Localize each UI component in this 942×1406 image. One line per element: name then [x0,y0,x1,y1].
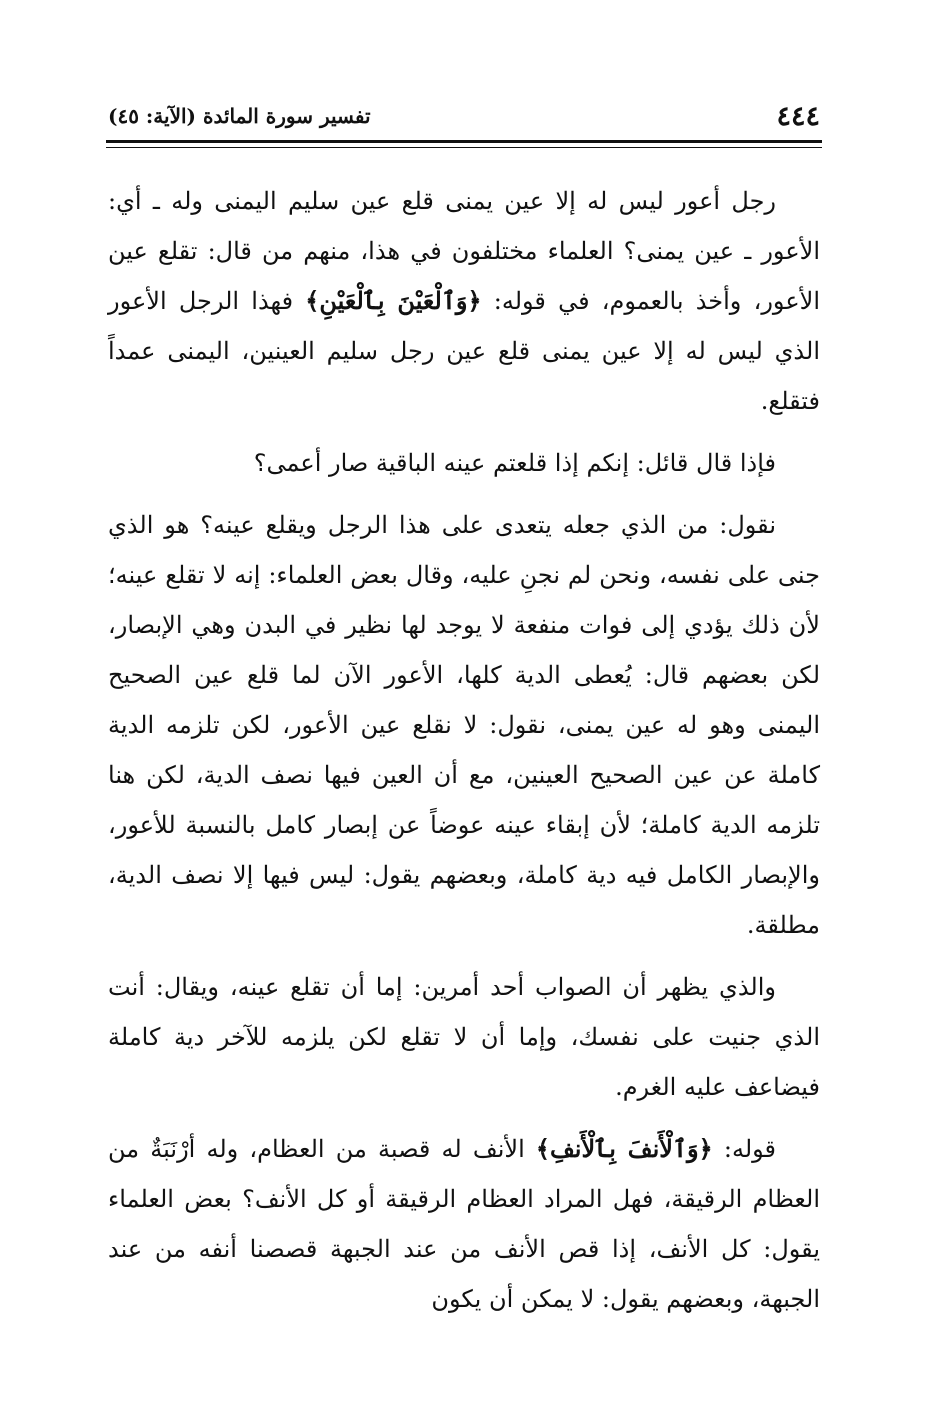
paragraph-text: فإذا قال قائل: إنكم إذا قلعتم عينه الباقية صار أعمى؟ [253,449,776,477]
paragraph [108,438,820,488]
paragraph-text: نقول: من الذي جعله يتعدى على هذا الرجل ويقلع عينه؟ هو الذي جنى على نفسه، ونحن لم نجنِ عليه، وقال بعض العلماء: إنه لا تقلع عينه؛ لأن ذلك يؤدي إلى فوات منفعة لا يوجد لها نظير في البدن وهي الإبصار، لكن بعضهم قال: يُعطى الدية كلها، الأعور الآن لما قلع عين الصحيح اليمنى وهو له عين يمنى، نقول: لا نقلع عين الأعور، لكن تلزمه الدية كاملة عن عين الصحيح العينين، مع أن العين فيها نصف الدية، لكن هنا تلزمه الدية كاملة؛ لأن إبقاء عينه عوضاً عن إبصار كامل بالنسبة للأعور، والإبصار الكامل فيه دية كاملة، وبعضهم يقول: ليس فيها إلا نصف الدية، مطلقة. [108,511,821,939]
paragraph-text: الأنف له قصبة من العظام، وله أرْنَبَةٌ من العظام الرقيقة، فهل المراد العظام الرقيقة أو كل الأنف؟ بعض العلماء يقول: كل الأنف، إذا قص الأنف من عند الجبهة قصصنا أنفه من عند الجبهة، وبعضهم يقول: لا يمكن أن يكون [108,1135,820,1313]
paragraph-text: قوله: [712,1135,777,1163]
quran-verse: ﴿وَٱلْأَنفَ بِٱلْأَنفِ﴾ [535,1134,713,1163]
paragraph [108,962,820,1112]
quran-verse: ﴿وَٱلْعَيْنَ بِٱلْعَيْنِ﴾ [305,286,482,315]
page-number: ٤٤٤ [776,100,820,132]
header-rule-thick [106,140,822,143]
running-title: تفسير سورة المائدة (الآية: ٤٥) [108,104,371,128]
body-text [108,176,820,1324]
paragraph-text: رجل أعور ليس له إلا عين يمنى قلع عين سليم اليمنى وله ـ أي: الأعور ـ عين يمنى؟ العلماء مختلفون في هذا، منهم من قال: تقلع عين الأعور، وأخذ بالعموم، في قوله: [108,187,820,315]
paragraph [108,176,820,426]
paragraph [108,500,820,950]
page-header [108,96,820,136]
paragraph-text: فهذا الرجل الأعور الذي ليس له إلا عين يمنى قلع عين رجل سليم العينين، اليمنى عمداً فتقلع. [108,287,820,415]
paragraph [108,1124,820,1324]
paragraph-text: والذي يظهر أن الصواب أحد أمرين: إما أن تقلع عينه، ويقال: أنت الذي جنيت على نفسك، وإما أن لا تقلع لكن يلزمه للآخر دية كاملة فيضاعف عليه الغرم. [108,973,820,1101]
header-rule-thin [106,147,822,148]
